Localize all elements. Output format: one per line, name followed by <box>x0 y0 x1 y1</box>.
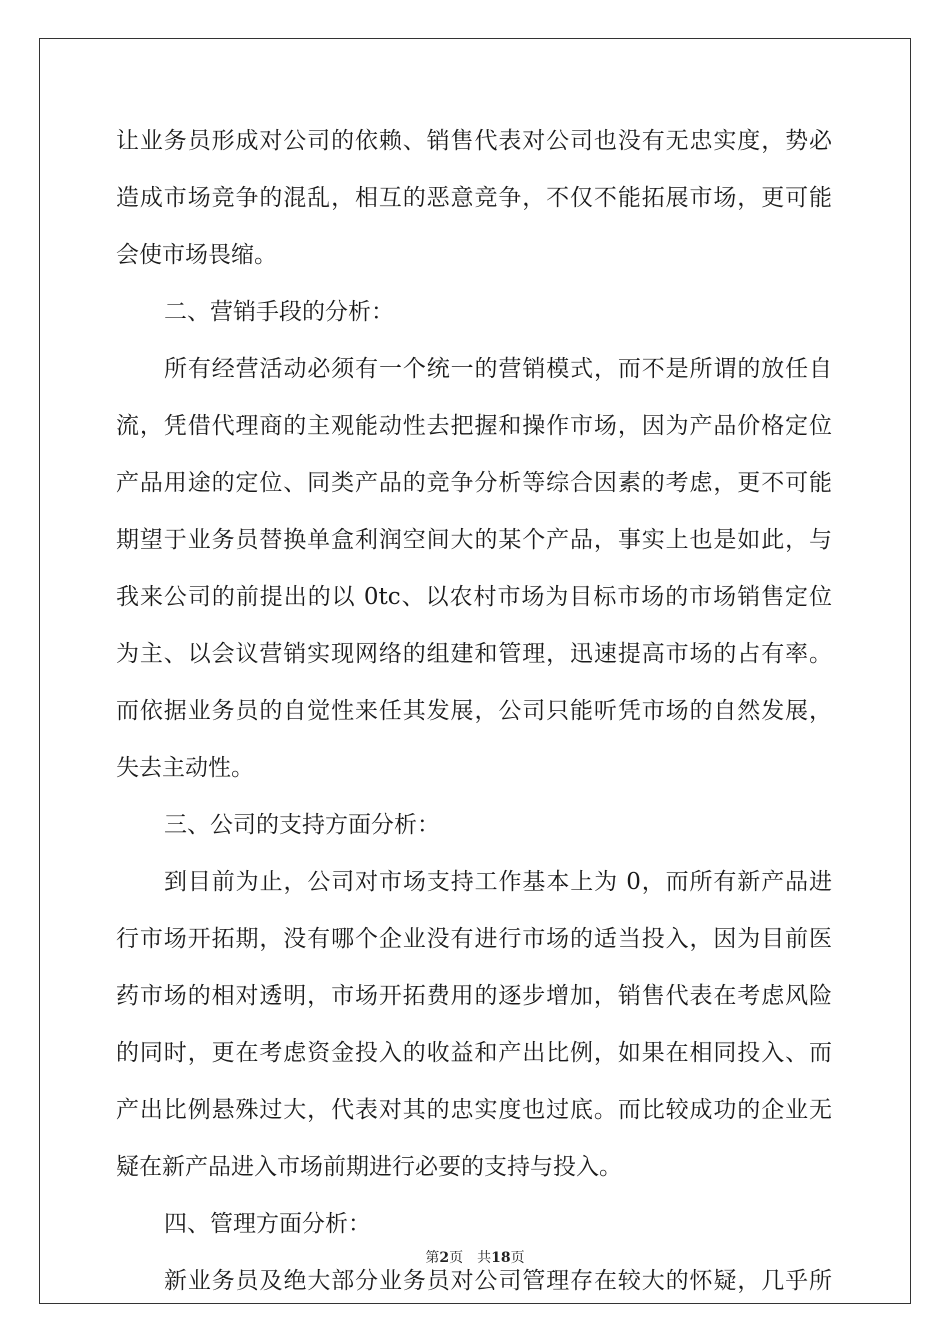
page-suffix: 页 <box>510 1250 525 1266</box>
text-line: 我来公司的前提出的以 0tc、以农村市场为目标市场的市场销售定位 <box>116 584 832 610</box>
text-line: 产出比例悬殊过大，代表对其的忠实度也过底。而比较成功的企业无 <box>116 1097 832 1123</box>
text-line: 失去主动性。 <box>116 755 254 781</box>
text-line: 药市场的相对透明，市场开拓费用的逐步增加，销售代表在考虑风险 <box>116 983 832 1009</box>
text-line: 新业务员及绝大部分业务员对公司管理存在较大的怀疑，几乎所 <box>164 1268 832 1294</box>
text-line: 会使市场畏缩。 <box>116 242 277 268</box>
total-page-count: 18 <box>491 1250 511 1266</box>
text-line: 让业务员形成对公司的依赖、销售代表对公司也没有无忠实度，势必 <box>116 128 832 154</box>
text-line: 造成市场竞争的混乱，相互的恶意竞争，不仅不能拓展市场，更可能 <box>116 185 832 211</box>
text-line: 疑在新产品进入市场前期进行必要的支持与投入。 <box>116 1154 622 1180</box>
text-line: 产品用途的定位、同类产品的竞争分析等综合因素的考虑，更不可能 <box>116 470 832 496</box>
text-line: 到目前为止，公司对市场支持工作基本上为 0，而所有新产品进 <box>164 869 832 895</box>
page-footer <box>0 1247 950 1267</box>
text-line: 行市场开拓期，没有哪个企业没有进行市场的适当投入，因为目前医 <box>116 926 832 952</box>
current-page-number: 2 <box>439 1250 450 1266</box>
text-line: 的同时，更在考虑资金投入的收益和产出比例，如果在相同投入、而 <box>116 1040 832 1066</box>
section-heading: 二、营销手段的分析： <box>164 299 394 325</box>
section-heading: 三、公司的支持方面分析： <box>164 812 440 838</box>
text-line: 而依据业务员的自觉性来任其发展，公司只能听凭市场的自然发展， <box>116 698 832 724</box>
text-line: 期望于业务员替换单盒利润空间大的某个产品，事实上也是如此，与 <box>116 527 832 553</box>
page-mid: 页 共 <box>449 1250 492 1266</box>
page-prefix: 第 <box>425 1250 440 1266</box>
text-line: 流，凭借代理商的主观能动性去把握和操作市场，因为产品价格定位 <box>116 413 832 439</box>
section-heading: 四、管理方面分析： <box>164 1211 371 1237</box>
text-line: 所有经营活动必须有一个统一的营销模式，而不是所谓的放任自 <box>164 356 832 382</box>
text-line: 为主、以会议营销实现网络的组建和管理，迅速提高市场的占有率。 <box>116 641 832 667</box>
